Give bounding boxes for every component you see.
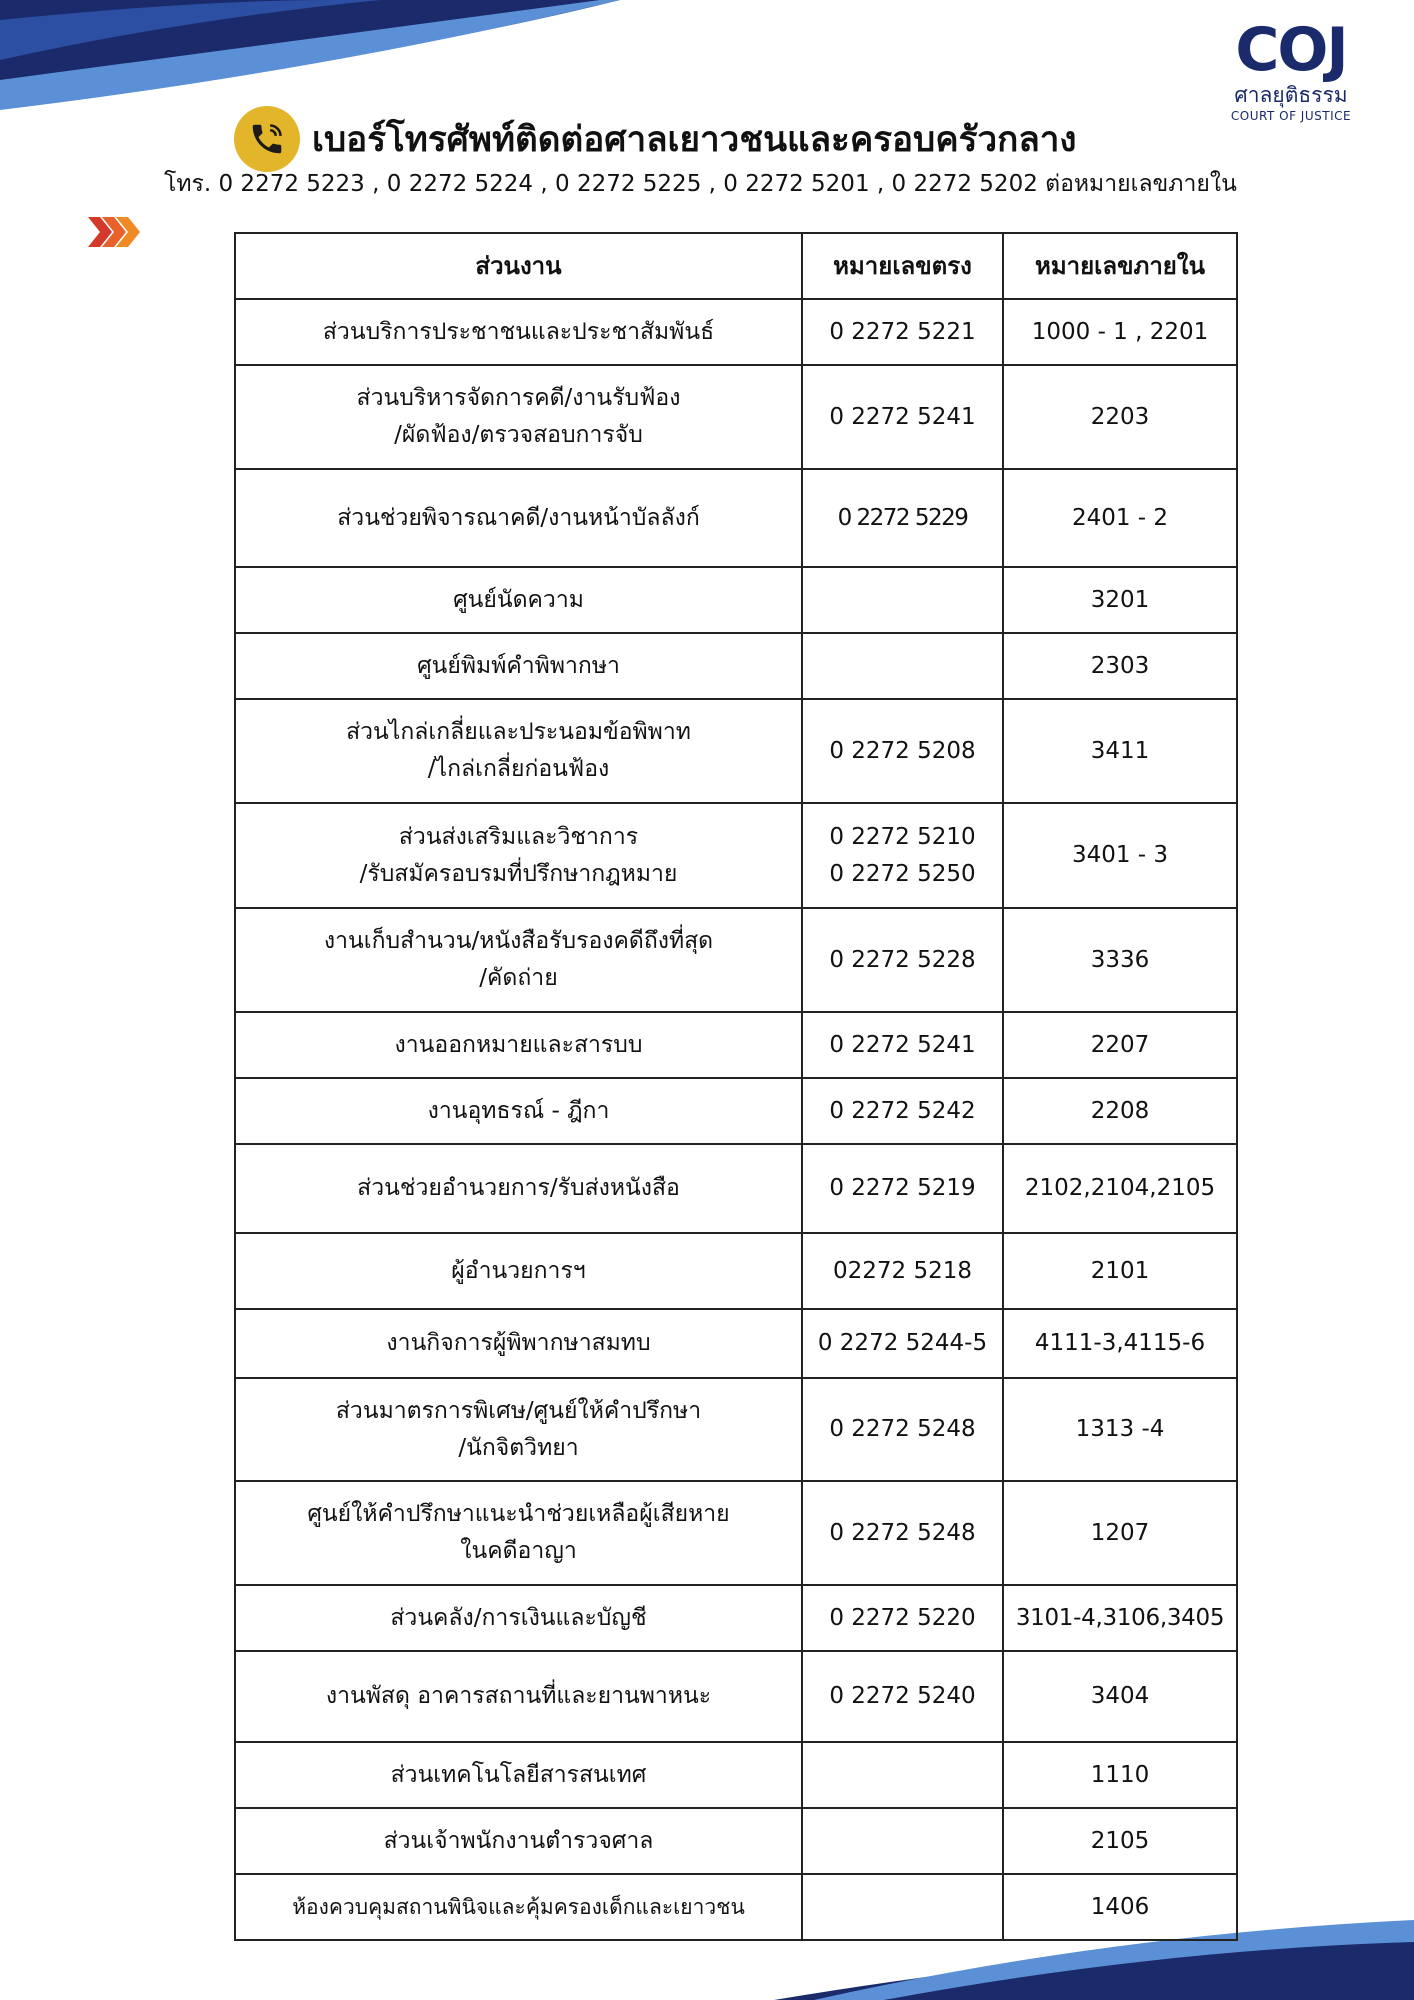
- department-cell: [235, 908, 802, 1012]
- department-cell: [235, 1742, 802, 1808]
- department-name: ส่วนเทคโนโลยีสารสนเทศ: [390, 1761, 647, 1788]
- direct-number-cell: [802, 1874, 1003, 1940]
- direct-number-cell: 0 2272 5248: [802, 1481, 1003, 1585]
- direct-number-cell: 02272 5218: [802, 1233, 1003, 1309]
- direct-number-cell: 0 2272 5229: [802, 469, 1003, 567]
- extension-cell: 1406: [1003, 1874, 1237, 1940]
- direct-number-cell: 0 2272 5240: [802, 1651, 1003, 1742]
- direct-number-cell: 0 2272 5242: [802, 1078, 1003, 1144]
- direct-number-cell: 0 2272 5219: [802, 1144, 1003, 1233]
- department-name-line2: /รับสมัครอบรมที่ปรึกษากฎหมาย: [359, 860, 678, 887]
- department-cell: [235, 1481, 802, 1585]
- department-name: ห้องควบคุมสถานพินิจและคุ้มครองเด็กและเยาวชน: [292, 1894, 745, 1919]
- department-name: ส่วนบริการประชาชนและประชาสัมพันธ์: [322, 318, 715, 345]
- coj-logo: [1216, 15, 1366, 124]
- direct-number-cell: 0 2272 5241: [802, 365, 1003, 469]
- table-row: [235, 365, 1237, 469]
- header-department: ส่วนงาน: [235, 233, 802, 299]
- extension-cell: 2101: [1003, 1233, 1237, 1309]
- department-cell: [235, 1585, 802, 1651]
- department-cell: [235, 567, 802, 633]
- department-name-line2: /ไกล่เกลี่ยก่อนฟ้อง: [427, 756, 610, 782]
- table-row: [235, 908, 1237, 1012]
- department-name: งานเก็บสำนวน/หนังสือรับรองคดีถึงที่สุด: [323, 928, 714, 954]
- logo-thai-name: ศาลยุติธรรม: [1234, 83, 1348, 107]
- table-row: [235, 1144, 1237, 1233]
- department-cell: [235, 1874, 802, 1940]
- table-row: [235, 1808, 1237, 1874]
- table-row: [235, 699, 1237, 803]
- department-cell: [235, 299, 802, 365]
- direct-number-line1: 0 2272 5210: [829, 823, 976, 850]
- header-extension: หมายเลขภายใน: [1003, 233, 1237, 299]
- direct-number-cell: 0 2272 5208: [802, 699, 1003, 803]
- department-cell: [235, 699, 802, 803]
- extension-cell: 3411: [1003, 699, 1237, 803]
- logo-english-name: COURT OF JUSTICE: [1230, 109, 1352, 123]
- department-cell: [235, 1378, 802, 1481]
- extension-cell: 1207: [1003, 1481, 1237, 1585]
- title-row: [234, 104, 1077, 174]
- department-name-line2: /คัดถ่าย: [479, 965, 558, 991]
- table-row: [235, 1078, 1237, 1144]
- extension-cell: 4111-3,4115-6: [1003, 1309, 1237, 1378]
- extension-cell: 3336: [1003, 908, 1237, 1012]
- extension-cell: 1110: [1003, 1742, 1237, 1808]
- department-name: ส่วนช่วยอำนวยการ/รับส่งหนังสือ: [357, 1175, 680, 1201]
- extension-cell: 2203: [1003, 365, 1237, 469]
- direct-number-cell: 0 2272 5220: [802, 1585, 1003, 1651]
- department-cell: [235, 1078, 802, 1144]
- table-row: [235, 299, 1237, 365]
- header-direct-number: หมายเลขตรง: [802, 233, 1003, 299]
- department-cell: [235, 1012, 802, 1078]
- table-header-row: [235, 233, 1237, 299]
- direct-number-cell: 0 2272 5248: [802, 1378, 1003, 1481]
- department-name: ศูนย์นัดความ: [453, 586, 584, 613]
- page-title: เบอร์โทรศัพท์ติดต่อศาลเยาวชนและครอบครัวกลาง: [312, 119, 1077, 160]
- extension-cell: 2207: [1003, 1012, 1237, 1078]
- phone-directory-table: [234, 232, 1238, 1941]
- direct-number-cell: [802, 1808, 1003, 1874]
- extension-cell: 3201: [1003, 567, 1237, 633]
- department-name: งานอุทธรณ์ - ฎีกา: [427, 1097, 610, 1124]
- department-name: ส่วนบริหารจัดการคดี/งานรับฟ้อง: [356, 385, 681, 411]
- department-name: ส่วนคลัง/การเงินและบัญชี: [390, 1604, 647, 1631]
- direct-number-cell: [802, 633, 1003, 699]
- chevrons-right-icon: [86, 212, 146, 252]
- department-name: ส่วนมาตรการพิเศษ/ศูนย์ให้คำปรึกษา: [335, 1397, 702, 1424]
- table-row: [235, 567, 1237, 633]
- table-row: [235, 1309, 1237, 1378]
- table-row: [235, 803, 1237, 908]
- direct-number-cell: [802, 1742, 1003, 1808]
- department-cell: [235, 1233, 802, 1309]
- direct-number-line2: 0 2272 5250: [829, 860, 976, 887]
- table-row: [235, 1012, 1237, 1078]
- department-cell: [235, 633, 802, 699]
- extension-cell: 3404: [1003, 1651, 1237, 1742]
- direct-number-cell: 0 2272 5221: [802, 299, 1003, 365]
- logo-mark: COJ: [1235, 15, 1347, 85]
- table-row: [235, 1585, 1237, 1651]
- table-row: [235, 1378, 1237, 1481]
- department-name-line2: /นักจิตวิทยา: [458, 1434, 579, 1461]
- department-name-line2: ในคดีอาญา: [460, 1538, 577, 1564]
- extension-cell: 2102,2104,2105: [1003, 1144, 1237, 1233]
- phone-icon: [234, 106, 300, 172]
- department-cell: [235, 1144, 802, 1233]
- department-cell: [235, 469, 802, 567]
- department-name: งานออกหมายและสารบบ: [394, 1031, 643, 1058]
- department-name: ศูนย์ให้คำปรึกษาแนะนำช่วยเหลือผู้เสียหาย: [307, 1501, 730, 1527]
- table-row: [235, 1651, 1237, 1742]
- phone-numbers-line: โทร. 0 2272 5223 , 0 2272 5224 , 0 2272 5225 , 0 2272 5201 , 0 2272 5202 ต่อหมายเลขภายใน: [164, 171, 1237, 197]
- direct-number-cell: [802, 567, 1003, 633]
- department-name: ผู้อำนวยการฯ: [451, 1257, 586, 1284]
- direct-number-cell: 0 2272 5244-5: [802, 1309, 1003, 1378]
- department-name: ศูนย์พิมพ์คำพิพากษา: [417, 652, 620, 679]
- extension-cell: 2401 - 2: [1003, 469, 1237, 567]
- department-cell: [235, 803, 802, 908]
- department-name: งานพัสดุ อาคารสถานที่และยานพาหนะ: [325, 1683, 712, 1709]
- department-name: ส่วนไกล่เกลี่ยและประนอมข้อพิพาท: [346, 719, 691, 745]
- direct-number-cell: 0 2272 5228: [802, 908, 1003, 1012]
- department-cell: [235, 1309, 802, 1378]
- table-row: [235, 1874, 1237, 1940]
- table-row: [235, 633, 1237, 699]
- department-cell: [235, 1651, 802, 1742]
- extension-cell: 1313 -4: [1003, 1378, 1237, 1481]
- direct-number-cell: 0 2272 5241: [802, 1012, 1003, 1078]
- extension-cell: 1000 - 1 , 2201: [1003, 299, 1237, 365]
- extension-cell: 2105: [1003, 1808, 1237, 1874]
- table-row: [235, 1233, 1237, 1309]
- department-cell: [235, 1808, 802, 1874]
- direct-number-cell: [802, 803, 1003, 908]
- extension-cell: 3401 - 3: [1003, 803, 1237, 908]
- table-row: [235, 469, 1237, 567]
- department-name-line2: /ผัดฟ้อง/ตรวจสอบการจับ: [394, 422, 643, 448]
- department-name: งานกิจการผู้พิพากษาสมทบ: [386, 1330, 651, 1356]
- table-row: [235, 1742, 1237, 1808]
- extension-cell: 2208: [1003, 1078, 1237, 1144]
- extension-cell: 3101-4,3106,3405: [1003, 1585, 1237, 1651]
- department-name: ส่วนช่วยพิจารณาคดี/งานหน้าบัลลังก์: [337, 504, 700, 531]
- department-name: ส่วนส่งเสริมและวิชาการ: [398, 823, 639, 850]
- department-cell: [235, 365, 802, 469]
- table-row: [235, 1481, 1237, 1585]
- extension-cell: 2303: [1003, 633, 1237, 699]
- department-name: ส่วนเจ้าพนักงานตำรวจศาล: [383, 1827, 654, 1854]
